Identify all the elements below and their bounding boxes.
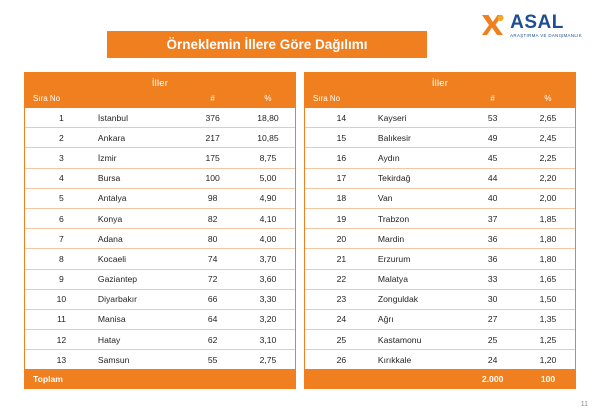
table-row bbox=[305, 289, 575, 309]
column-header-city bbox=[378, 94, 464, 103]
cell-count: 175 bbox=[205, 152, 220, 163]
column-header-sira-no: Sıra No bbox=[313, 94, 341, 103]
cell-no: 14 bbox=[336, 112, 347, 123]
table-left-body bbox=[25, 108, 295, 369]
cell-city: Zonguldak bbox=[377, 294, 419, 305]
cell-city: Balıkesir bbox=[377, 132, 411, 143]
cell-percent: 2,00 bbox=[539, 193, 557, 204]
table-right-header: İller bbox=[305, 73, 575, 94]
cell-no: 6 bbox=[59, 213, 64, 224]
table-left bbox=[24, 72, 296, 389]
table-row bbox=[25, 228, 295, 248]
cell-no: 2 bbox=[59, 132, 64, 143]
table-row bbox=[305, 248, 575, 268]
column-header-city bbox=[98, 94, 184, 103]
table-row bbox=[305, 349, 575, 369]
cell-percent: 3,60 bbox=[259, 274, 277, 285]
table-left-column-headers bbox=[25, 94, 295, 108]
cell-count: 82 bbox=[207, 213, 218, 224]
cell-no: 13 bbox=[56, 354, 67, 365]
cell-count: 27 bbox=[487, 314, 498, 325]
table-row bbox=[25, 147, 295, 167]
asal-logo-icon bbox=[480, 12, 506, 38]
table-row bbox=[25, 208, 295, 228]
cell-percent: 8,75 bbox=[259, 152, 277, 163]
total-percent: 100 bbox=[540, 373, 556, 384]
cell-city: Ağrı bbox=[377, 314, 394, 325]
table-total-row bbox=[305, 369, 575, 388]
page-title-text: Örneklemin İllere Göre Dağılımı bbox=[166, 37, 368, 52]
table-row bbox=[305, 168, 575, 188]
cell-no: 10 bbox=[56, 294, 67, 305]
cell-count: 53 bbox=[487, 112, 498, 123]
cell-no: 15 bbox=[336, 132, 347, 143]
cell-no: 9 bbox=[59, 274, 64, 285]
cell-count: 30 bbox=[487, 294, 498, 305]
cell-no: 4 bbox=[59, 173, 64, 184]
cell-count: 40 bbox=[487, 193, 498, 204]
cell-percent: 18,80 bbox=[257, 112, 279, 123]
column-header-sira-no: Sıra No bbox=[33, 94, 61, 103]
cell-city: Antalya bbox=[97, 193, 127, 204]
cell-city: Bursa bbox=[97, 173, 121, 184]
cell-count: 33 bbox=[487, 274, 498, 285]
cell-city: Adana bbox=[97, 233, 123, 244]
cell-percent: 1,20 bbox=[539, 354, 557, 365]
table-row bbox=[25, 168, 295, 188]
cell-count: 80 bbox=[207, 233, 218, 244]
table-row bbox=[25, 188, 295, 208]
cell-no: 26 bbox=[336, 354, 347, 365]
cell-city: Mardin bbox=[377, 233, 405, 244]
cell-percent: 2,75 bbox=[259, 354, 277, 365]
cell-percent: 2,25 bbox=[539, 152, 557, 163]
table-total-row bbox=[25, 369, 295, 388]
table-row bbox=[25, 248, 295, 268]
cell-count: 100 bbox=[205, 173, 220, 184]
cell-no: 3 bbox=[59, 152, 64, 163]
total-count: 2.000 bbox=[481, 373, 504, 384]
cell-city: Kocaeli bbox=[97, 253, 127, 264]
cell-city: Tekirdağ bbox=[377, 173, 411, 184]
cell-percent: 4,90 bbox=[259, 193, 277, 204]
cell-no: 11 bbox=[56, 314, 66, 325]
cell-city: İzmir bbox=[97, 152, 117, 163]
logo bbox=[480, 12, 582, 38]
cell-count: 36 bbox=[487, 233, 498, 244]
cell-count: 49 bbox=[487, 132, 498, 143]
cell-no: 24 bbox=[336, 314, 347, 325]
table-right-body bbox=[305, 108, 575, 369]
cell-percent: 3,30 bbox=[259, 294, 277, 305]
cell-count: 74 bbox=[207, 253, 218, 264]
cell-city: Trabzon bbox=[377, 213, 410, 224]
table-row bbox=[305, 309, 575, 329]
cell-percent: 5,00 bbox=[259, 173, 277, 184]
cell-count: 45 bbox=[487, 152, 498, 163]
column-header-count: # bbox=[210, 94, 215, 103]
cell-count: 64 bbox=[207, 314, 218, 325]
page-title bbox=[107, 31, 427, 58]
table-row bbox=[305, 147, 575, 167]
cell-city: Konya bbox=[97, 213, 123, 224]
cell-percent: 3,20 bbox=[259, 314, 277, 325]
logo-tagline: ARAŞTIRMA VE DANIŞMANLIK bbox=[510, 33, 582, 38]
cell-no: 16 bbox=[336, 152, 347, 163]
cell-no: 21 bbox=[336, 253, 347, 264]
cell-count: 37 bbox=[487, 213, 498, 224]
total-label: Toplam bbox=[33, 373, 63, 384]
cell-city: Gaziantep bbox=[97, 274, 138, 285]
cell-percent: 4,10 bbox=[259, 213, 277, 224]
cell-city: Erzurum bbox=[377, 253, 411, 264]
cell-no: 1 bbox=[59, 112, 64, 123]
table-row bbox=[25, 127, 295, 147]
tables-container bbox=[24, 72, 576, 389]
cell-percent: 2,20 bbox=[539, 173, 557, 184]
cell-count: 44 bbox=[487, 173, 498, 184]
cell-percent: 1,50 bbox=[539, 294, 557, 305]
table-row bbox=[25, 329, 295, 349]
cell-no: 23 bbox=[336, 294, 347, 305]
cell-city: Hatay bbox=[97, 334, 121, 345]
cell-count: 55 bbox=[207, 354, 218, 365]
table-row bbox=[305, 269, 575, 289]
table-right-column-headers bbox=[305, 94, 575, 108]
cell-no: 8 bbox=[59, 253, 64, 264]
cell-percent: 10,85 bbox=[257, 132, 279, 143]
page-number: 11 bbox=[580, 401, 588, 408]
cell-city: İstanbul bbox=[97, 112, 128, 123]
cell-count: 217 bbox=[205, 132, 220, 143]
cell-city: Malatya bbox=[377, 274, 408, 285]
cell-count: 25 bbox=[487, 334, 498, 345]
cell-no: 5 bbox=[59, 193, 64, 204]
column-header-percent: % bbox=[544, 94, 552, 103]
cell-count: 376 bbox=[205, 112, 220, 123]
table-row bbox=[305, 108, 575, 127]
cell-percent: 4,00 bbox=[259, 233, 277, 244]
cell-city: Ankara bbox=[97, 132, 126, 143]
cell-percent: 3,70 bbox=[259, 253, 277, 264]
cell-no: 17 bbox=[336, 173, 347, 184]
table-row bbox=[305, 188, 575, 208]
table-row bbox=[25, 349, 295, 369]
cell-percent: 1,80 bbox=[539, 233, 557, 244]
table-row bbox=[305, 208, 575, 228]
cell-count: 72 bbox=[207, 274, 218, 285]
cell-count: 98 bbox=[207, 193, 218, 204]
cell-percent: 2,65 bbox=[539, 112, 557, 123]
cell-percent: 3,10 bbox=[259, 334, 277, 345]
cell-city: Aydın bbox=[377, 152, 400, 163]
table-row bbox=[25, 309, 295, 329]
cell-no: 25 bbox=[336, 334, 347, 345]
cell-no: 18 bbox=[336, 193, 347, 204]
cell-count: 66 bbox=[207, 294, 218, 305]
table-left-header: İller bbox=[25, 73, 295, 94]
table-row bbox=[25, 289, 295, 309]
cell-city: Kastamonu bbox=[377, 334, 422, 345]
cell-count: 36 bbox=[487, 253, 498, 264]
cell-percent: 1,85 bbox=[539, 213, 557, 224]
cell-no: 19 bbox=[336, 213, 347, 224]
table-row bbox=[305, 127, 575, 147]
table-row bbox=[25, 108, 295, 127]
column-header-percent: % bbox=[264, 94, 272, 103]
column-header-count: # bbox=[490, 94, 495, 103]
table-row bbox=[305, 329, 575, 349]
cell-city: Kırıkkale bbox=[377, 354, 412, 365]
cell-city: Manisa bbox=[97, 314, 126, 325]
cell-count: 62 bbox=[207, 334, 218, 345]
table-row bbox=[305, 228, 575, 248]
cell-city: Kayseri bbox=[377, 112, 407, 123]
cell-percent: 1,35 bbox=[539, 314, 557, 325]
cell-percent: 1,65 bbox=[539, 274, 557, 285]
cell-percent: 1,80 bbox=[539, 253, 557, 264]
cell-city: Samsun bbox=[97, 354, 130, 365]
cell-city: Van bbox=[377, 193, 393, 204]
cell-percent: 1,25 bbox=[539, 334, 557, 345]
logo-wordmark: ASAL bbox=[510, 12, 564, 33]
cell-city: Diyarbakır bbox=[97, 294, 138, 305]
cell-no: 12 bbox=[56, 334, 67, 345]
table-right bbox=[304, 72, 576, 389]
cell-count: 24 bbox=[487, 354, 498, 365]
cell-no: 20 bbox=[336, 233, 347, 244]
cell-percent: 2,45 bbox=[539, 132, 557, 143]
table-row bbox=[25, 269, 295, 289]
cell-no: 22 bbox=[336, 274, 347, 285]
cell-no: 7 bbox=[59, 233, 64, 244]
